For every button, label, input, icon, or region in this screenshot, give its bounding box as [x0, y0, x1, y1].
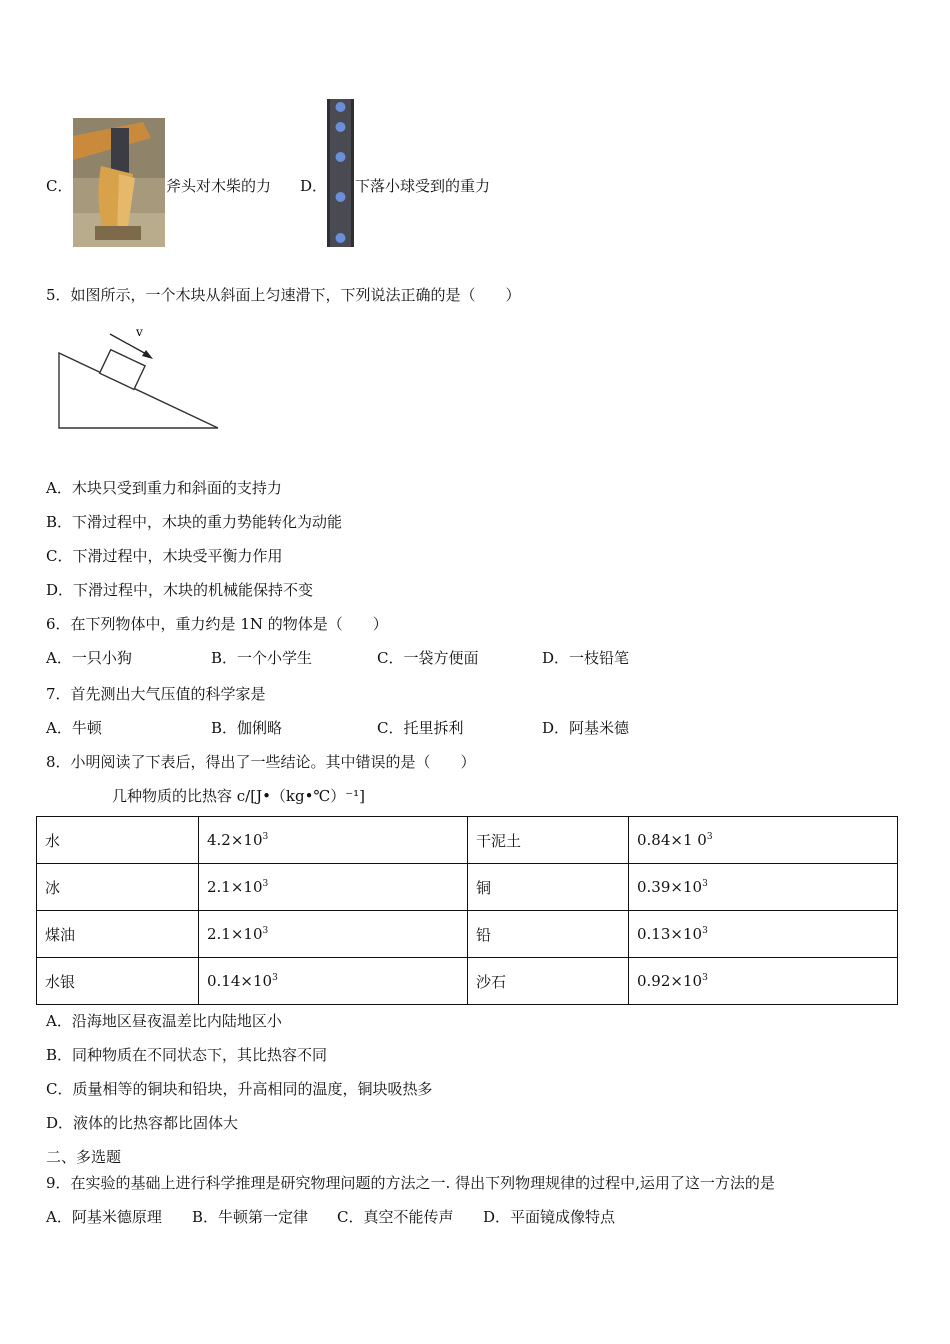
material-cell: 水银	[37, 958, 199, 1005]
q7-stem: 7．首先测出大气压值的科学家是	[46, 685, 266, 703]
value-cell: $2.1\times 10^3$	[199, 864, 468, 911]
q5-option-d: D．下滑过程中，木块的机械能保持不变	[46, 581, 314, 599]
q9-option-b: B．牛顿第一定律	[192, 1208, 309, 1226]
material-cell: 铅	[468, 911, 629, 958]
q7-options	[46, 718, 806, 738]
material-cell: 水	[37, 817, 199, 864]
q6-option-c: C．一袋方便面	[377, 649, 479, 667]
q4-option-c-letter: C．	[46, 177, 73, 195]
section-title: 二、多选题	[46, 1148, 122, 1166]
value-cell: $4.2\times 10^3$	[199, 817, 468, 864]
q5-option-b: B．下滑过程中，木块的重力势能转化为动能	[46, 513, 343, 531]
q8-option-c: C．质量相等的铜块和铅块，升高相同的温度，铜块吸热多	[46, 1080, 433, 1098]
value-cell: $0.39\times 10^3$	[629, 864, 898, 911]
falling-ball-strobe-image	[327, 99, 354, 247]
incline-block-diagram	[50, 322, 225, 434]
q9-stem: 9．在实验的基础上进行科学推理是研究物理问题的方法之一. 得出下列物理规律的过程中,运用了这一方法的是	[46, 1174, 775, 1192]
q4-option-d-letter: D．	[300, 177, 328, 195]
q4-option-d-text: 下落小球受到的重力	[355, 177, 491, 195]
q9-options	[46, 1207, 806, 1227]
table-row	[37, 958, 898, 1005]
q9-option-d: D．平面镜成像特点	[483, 1208, 616, 1226]
q9-option-c: C．真空不能传声	[337, 1208, 454, 1226]
q8-option-b: B．同种物质在不同状态下，其比热容不同	[46, 1046, 328, 1064]
table-row	[37, 817, 898, 864]
q7-option-c: C．托里拆利	[377, 719, 464, 737]
specific-heat-table	[36, 816, 898, 1005]
table-row	[37, 864, 898, 911]
q7-option-d: D．阿基米德	[542, 719, 630, 737]
table-caption: 几种物质的比热容 c/[J•（kg•℃）⁻¹]	[112, 787, 366, 805]
q8-stem: 8．小明阅读了下表后，得出了一些结论。其中错误的是（ ）	[46, 753, 476, 771]
q8-option-a: A．沿海地区昼夜温差比内陆地区小	[46, 1012, 282, 1030]
velocity-label: v	[136, 325, 143, 339]
q6-option-d: D．一枝铅笔	[542, 649, 630, 667]
q7-option-b: B．伽俐略	[211, 719, 283, 737]
q5-option-a: A．木块只受到重力和斜面的支持力	[46, 479, 282, 497]
material-cell: 煤油	[37, 911, 199, 958]
material-cell: 干泥土	[468, 817, 629, 864]
q9-option-a: A．阿基米德原理	[46, 1208, 162, 1226]
material-cell: 铜	[468, 864, 629, 911]
q6-stem: 6．在下列物体中，重力约是 1N 的物体是（ ）	[46, 615, 388, 633]
value-cell: $2.1\times 10^3$	[199, 911, 468, 958]
q7-option-a: A．牛顿	[46, 719, 102, 737]
material-cell: 沙石	[468, 958, 629, 1005]
q4-option-c-text: 斧头对木柴的力	[166, 177, 272, 195]
value-cell: $0.14\times 10^3$	[199, 958, 468, 1005]
material-cell: 冰	[37, 864, 199, 911]
q6-option-b: B．一个小学生	[211, 649, 313, 667]
table-row	[37, 911, 898, 958]
value-cell: $0.92\times 10^3$	[629, 958, 898, 1005]
value-cell: $0.13\times 10^3$	[629, 911, 898, 958]
q8-option-d: D．液体的比热容都比固体大	[46, 1114, 239, 1132]
q5-option-c: C．下滑过程中，木块受平衡力作用	[46, 547, 283, 565]
value-cell: 0.84×1 $0^3$	[629, 817, 898, 864]
q6-option-a: A．一只小狗	[46, 649, 132, 667]
q5-stem: 5．如图所示，一个木块从斜面上匀速滑下，下列说法正确的是（ ）	[46, 286, 521, 304]
axe-chopping-wood-image	[73, 118, 165, 247]
q6-options	[46, 648, 806, 668]
